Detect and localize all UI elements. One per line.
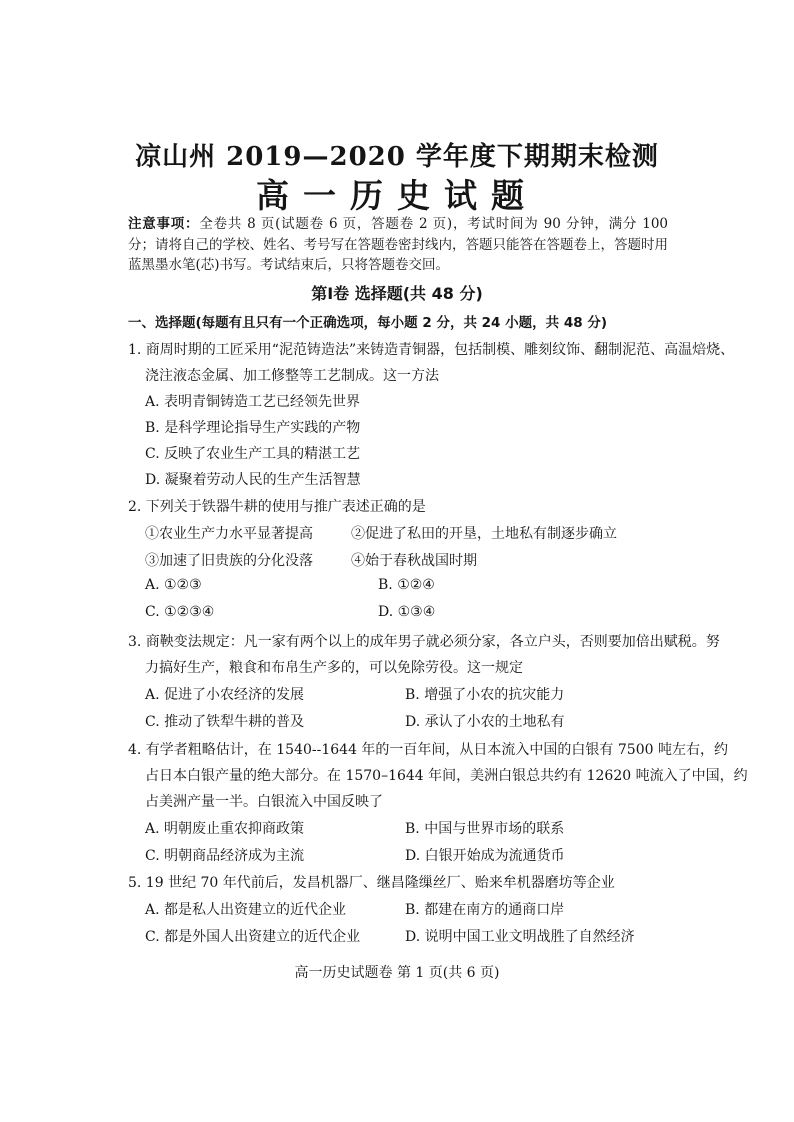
question-4-stem-line-2: 占日本白银产量的绝大部分。在 1570–1644 年间，美洲白银总共约有 12620 吨流入了中国，约	[145, 768, 748, 784]
question-5-stem: 5. 19 世纪 70 年代前后，发昌机器厂、继昌隆缫丝厂、贻来牟机器磨坊等企业	[128, 875, 615, 891]
question-1-stem-line-1: 1. 商周时期的工匠采用“泥范铸造法”来铸造青铜器，包括制模、雕刻纹饰、翻制泥范、高温焙烧、	[128, 342, 735, 358]
question-1-option-c: C. 反映了农业生产工具的精湛工艺	[145, 446, 361, 462]
question-3-stem-line-1: 3. 商鞅变法规定：凡一家有两个以上的成年男子就必须分家，各立户头，否则要加倍出赋税。努	[128, 634, 720, 650]
question-1-option-b: B. 是科学理论指导生产实践的产物	[145, 420, 361, 436]
question-4-option-c: C. 明朝商品经济成为主流	[145, 848, 305, 864]
question-2-stem: 2. 下列关于铁器牛耕的使用与推广表述正确的是	[128, 499, 426, 515]
question-2-option-a: A. ①②③	[145, 577, 202, 593]
question-2-option-b: B. ①②④	[378, 577, 435, 593]
part-heading: 一、选择题(每题有且只有一个正确选项，每小题 2 分，共 24 小题，共 48 分)	[128, 315, 608, 331]
question-4-stem-line-1: 4. 有学者粗略估计，在 1540--1644 年的一百年间，从日本流入中国的白银有 7500 吨左右，约	[128, 742, 728, 758]
question-2-item-2: ②促进了私田的开垦，土地私有制逐步确立	[351, 526, 617, 542]
notice-label: 注意事项：	[128, 216, 200, 232]
question-5-option-c: C. 都是外国人出资建立的近代企业	[145, 929, 361, 945]
question-3-option-c: C. 推动了铁犁牛耕的普及	[145, 714, 305, 730]
question-4-option-a: A. 明朝废止重农抑商政策	[145, 821, 305, 837]
question-2-item-1: ①农业生产力水平显著提高	[145, 526, 313, 542]
question-4-option-d: D. 白银开始成为流通货币	[405, 848, 565, 864]
notice-block	[128, 214, 668, 276]
question-4-option-b: B. 中国与世界市场的联系	[405, 821, 565, 837]
exam-title: 凉山州 2019—2020 学年度下期期末检测	[135, 142, 659, 172]
section-title: 第Ⅰ卷 选择题(共 48 分)	[311, 284, 483, 303]
question-3-option-a: A. 促进了小农经济的发展	[145, 687, 305, 703]
question-2-option-d: D. ①③④	[378, 604, 436, 620]
question-3-option-b: B. 增强了小农的抗灾能力	[405, 687, 565, 703]
question-2-option-c: C. ①②③④	[145, 604, 215, 620]
exam-subject-title: 高一历史试题	[256, 176, 538, 215]
notice-text: 全卷共 8 页(试题卷 6 页，答题卷 2 页)，考试时间为 90 分钟，满分 100 分；请将自己的学校、姓名、考号写在答题卷密封线内，答题只能答在答题卷上，答题时用蓝黑墨水笔(芯)书写。考试结束后，只将答题卷交回。	[128, 216, 668, 273]
question-2-item-4: ④始于春秋战国时期	[351, 553, 477, 569]
question-1-stem-line-2: 浇注液态金属、加工修整等工艺制成。这一方法	[145, 368, 439, 384]
question-1-option-d: D. 凝聚着劳动人民的生产生活智慧	[145, 472, 361, 488]
question-3-option-d: D. 承认了小农的土地私有	[405, 714, 565, 730]
question-2-item-3: ③加速了旧贵族的分化没落	[145, 553, 313, 569]
question-5-option-b: B. 都建在南方的通商口岸	[405, 902, 565, 918]
page-footer: 高一历史试题卷 第 1 页(共 6 页)	[294, 965, 500, 981]
question-4-stem-line-3: 占美洲产量一半。白银流入中国反映了	[145, 794, 383, 810]
question-3-stem-line-2: 力搞好生产，粮食和布帛生产多的，可以免除劳役。这一规定	[145, 660, 523, 676]
question-5-option-a: A. 都是私人出资建立的近代企业	[145, 902, 347, 918]
question-5-option-d: D. 说明中国工业文明战胜了自然经济	[405, 929, 635, 945]
question-1-option-a: A. 表明青铜铸造工艺已经领先世界	[145, 394, 361, 410]
